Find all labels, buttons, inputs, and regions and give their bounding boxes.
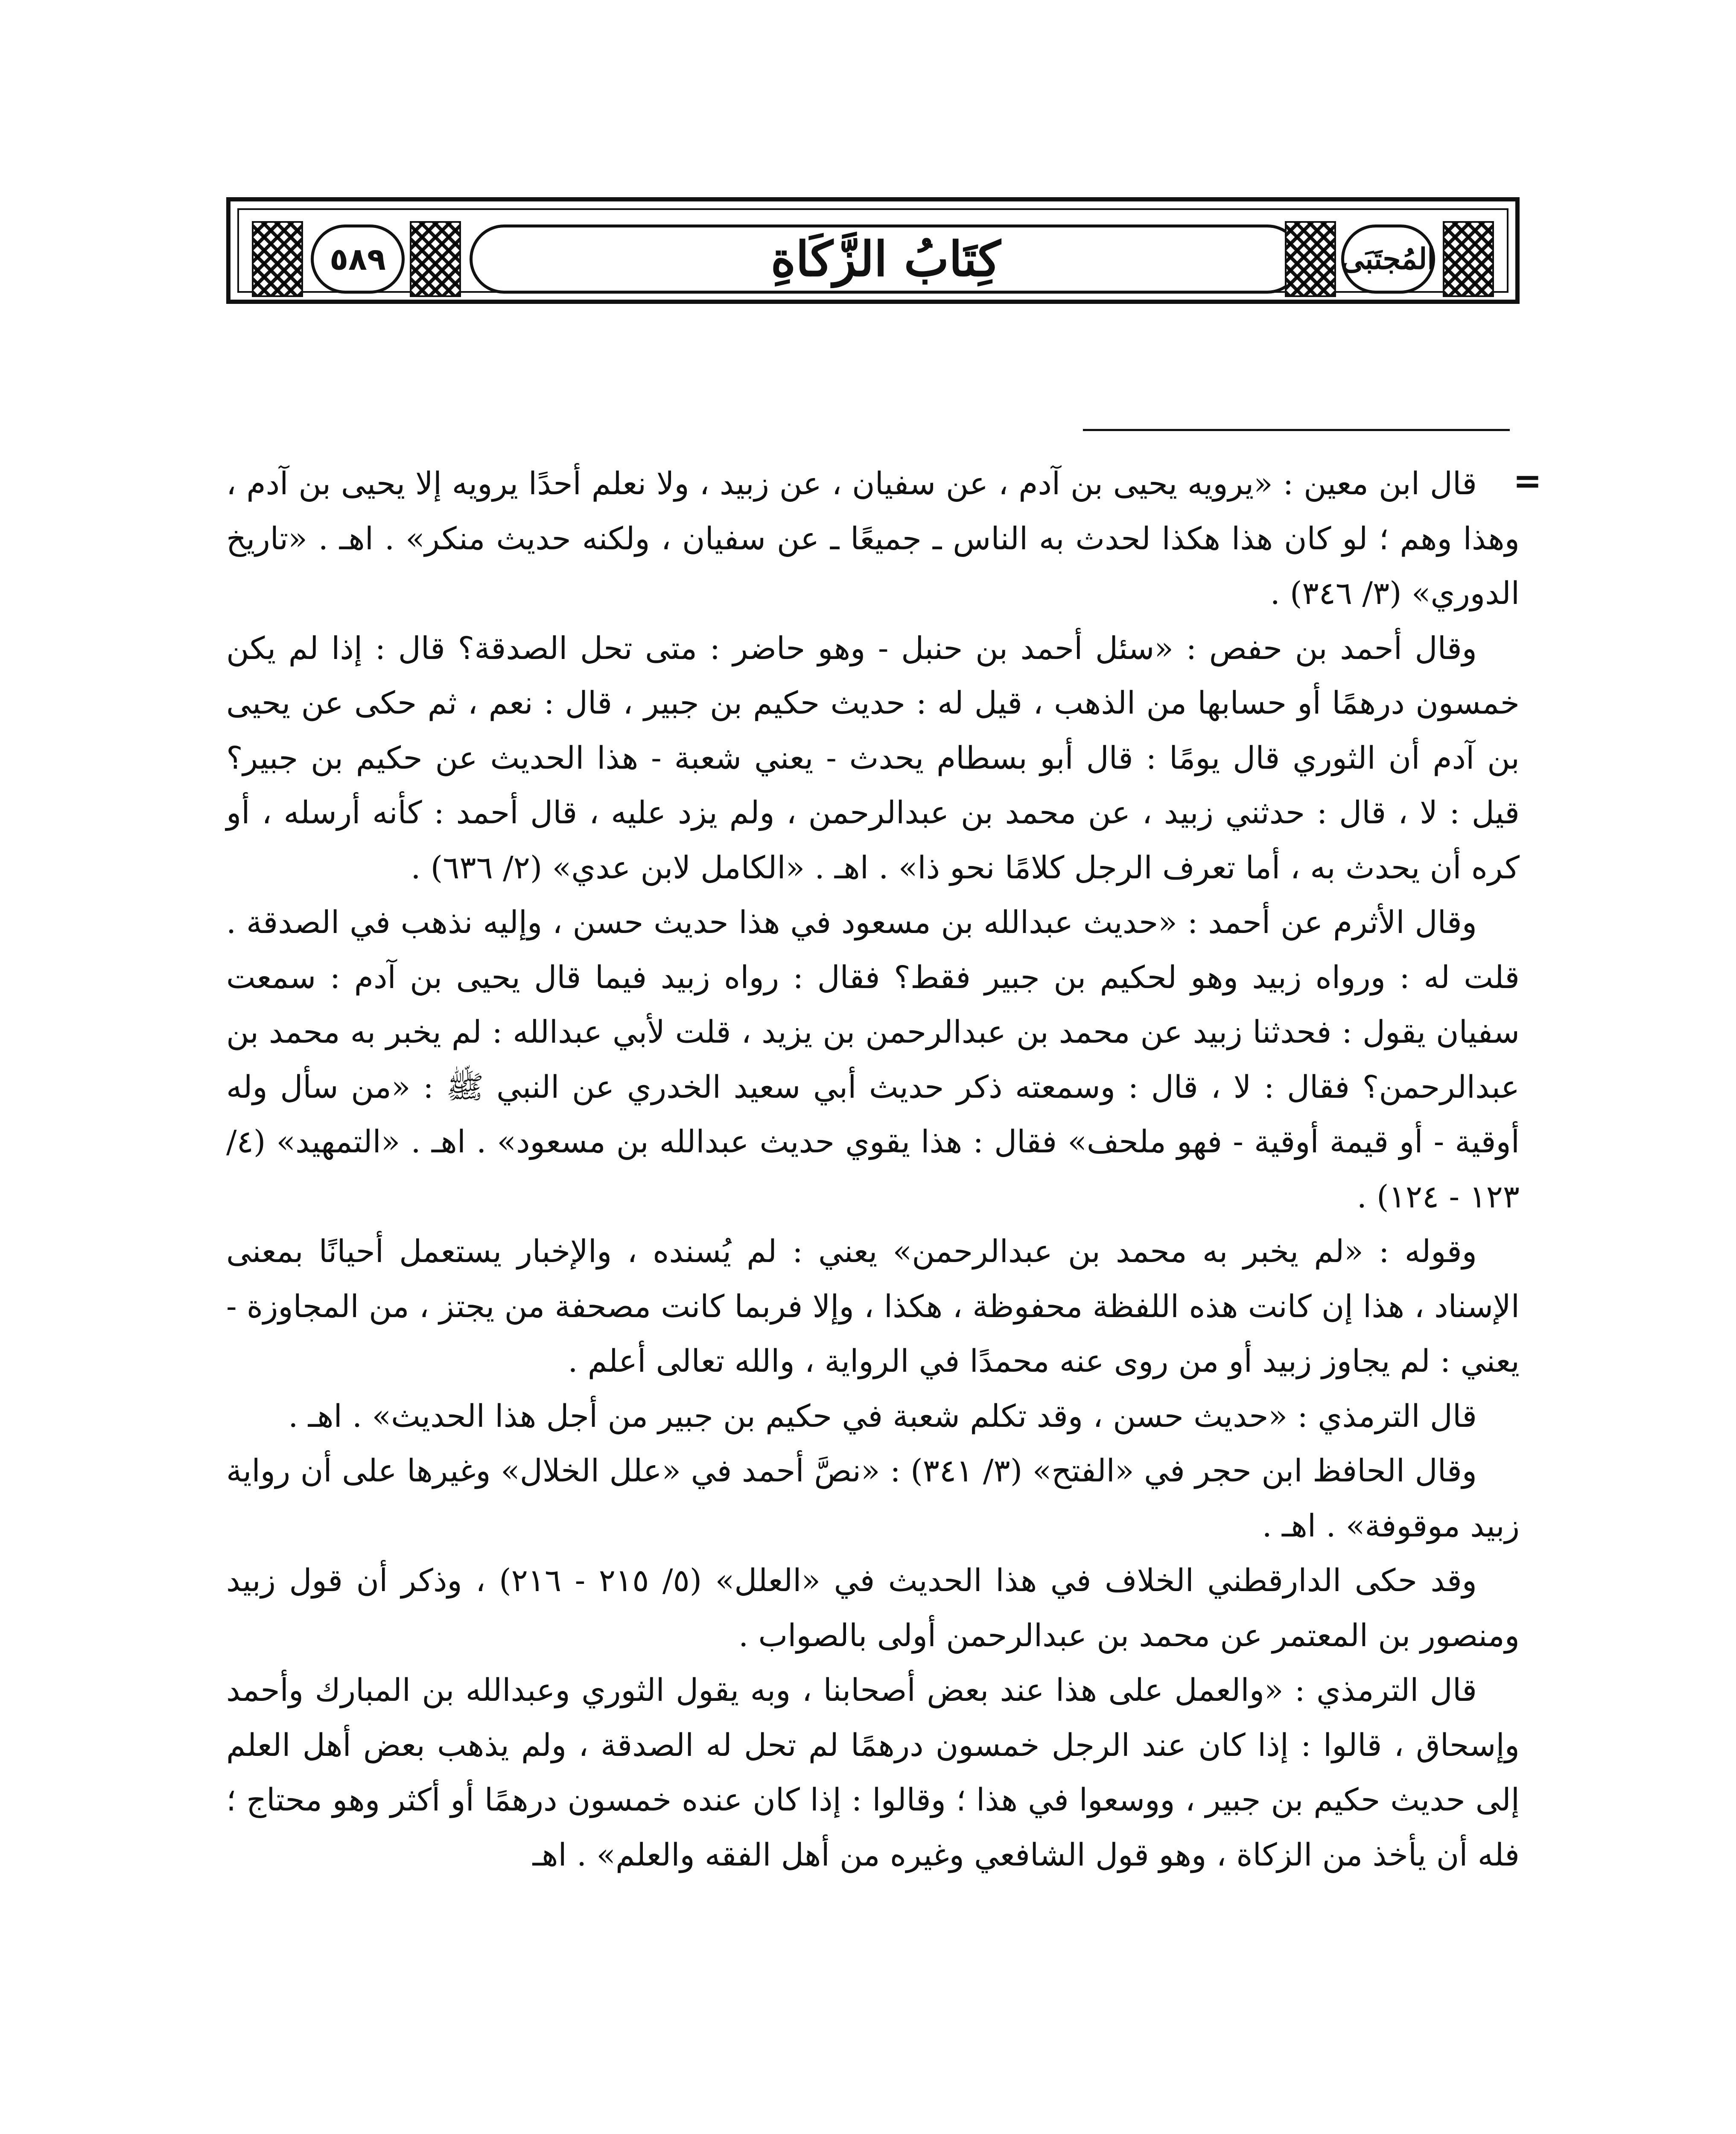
paragraph-4: وقوله : «لم يخبر به محمد بن عبدالرحمن» يعني : لم يُسنده ، والإخبار يستعمل أحيانًا بمعنى الإسناد ، هذا إن كانت هذه اللفظة محفوظة ، هكذا ، وإلا فربما كانت مصحفة من يجتز ، من المجاوزة - يعني : لم يجاوز زبيد أو من روى عنه محمدًا في الرواية ، والله تعالى أعلم .: [226, 1233, 1520, 1379]
chapter-title: كِتَابُ الزَّكَاةِ: [770, 231, 1001, 287]
header-inner-frame: [237, 208, 1508, 293]
paragraph-6: وقال الحافظ ابن حجر في «الفتح» (٣/ ٣٤١) : «نصَّ أحمد في «علل الخلال» وغيرها على أن رواية زبيد موقوفة» . اهـ .: [226, 1453, 1520, 1544]
continuation-mark: =: [1513, 461, 1542, 501]
footnote-body: [226, 457, 1520, 1883]
page-header: [226, 197, 1520, 304]
series-mark-cartouche: [1341, 224, 1435, 294]
page-number-cartouche: [311, 224, 405, 294]
paragraph-2: وقال أحمد بن حفص : «سئل أحمد بن حنبل - وهو حاضر : متى تحل الصدقة؟ قال : إذا لم يكن خمسون درهمًا أو حسابها من الذهب ، قيل له : حديث حكيم بن جبير ، قال : نعم ، ثم حكى عن يحيى بن آدم أن الثوري قال يومًا : قال أبو بسطام يحدث - يعني شعبة - هذا الحديث عن حكيم بن جبير؟ قيل : لا ، قال : حدثني زبيد ، عن محمد بن عبدالرحمن ، ولم يزد عليه ، قال أحمد : كأنه أرسله ، أو كره أن يحدث به ، أما تعرف الرجل كلامًا نحو ذا» . اهـ . «الكامل لابن عدي» (٢/ ٦٣٦) .: [226, 630, 1520, 886]
footnote-separator: [1083, 429, 1510, 431]
paragraph-8: قال الترمذي : «والعمل على هذا عند بعض أصحابنا ، وبه يقول الثوري وعبدالله بن المبارك وأحمد وإسحاق ، قالوا : إذا كان عند الرجل خمسون درهمًا لم تحل له الصدقة ، ولم يذهب بعض أهل العلم إلى حديث حكيم بن جبير ، ووسعوا في هذا ؛ وقالوا : إذا كان عنده خمسون درهمًا أو أكثر وهو محتاج ؛ فله أن يأخذ من الزكاة ، وهو قول الشافعي وغيره من أهل الفقه والعلم» . اهـ: [226, 1672, 1520, 1873]
paragraph-1: قال ابن معين : «يرويه يحيى بن آدم ، عن سفيان ، عن زبيد ، ولا نعلم أحدًا يرويه إلا يحيى بن آدم ، وهذا وهم ؛ لو كان هذا هكذا لحدث به الناس ـ جميعًا ـ عن سفيان ، ولكنه حديث منكر» . اهـ . «تاريخ الدوري» (٣/ ٣٤٦) .: [226, 466, 1520, 612]
paragraph-3: وقال الأثرم عن أحمد : «حديث عبدالله بن مسعود في هذا حديث حسن ، وإليه نذهب في الصدقة . قلت له : ورواه زبيد وهو لحكيم بن جبير فقط؟ فقال : رواه زبيد فيما قال يحيى بن آدم : سمعت سفيان يقول : فحدثنا زبيد عن محمد بن عبدالرحمن بن يزيد ، قلت لأبي عبدالله : لم يخبر به محمد بن عبدالرحمن؟ فقال : لا ، قال : وسمعته ذكر حديث أبي سعيد الخدري عن النبي ﷺ : «من سأل وله أوقية - أو قيمة أوقية - فهو ملحف» فقال : هذا يقوي حديث عبدالله بن مسعود» . اهـ . «التمهيد» (٤/ ١٢٣ - ١٢٤) .: [226, 904, 1520, 1215]
chapter-title-cartouche: [470, 224, 1302, 294]
header-ornament-inner-right: [1285, 221, 1336, 297]
header-ornament-inner-left: [410, 221, 461, 297]
header-ornament-right: [1443, 221, 1494, 297]
series-mark: المُجتَبَى: [1341, 242, 1435, 276]
paragraph-7: وقد حكى الدارقطني الخلاف في هذا الحديث في «العلل» (٥/ ٢١٥ - ٢١٦) ، وذكر أن قول زبيد ومنصور بن المعتمر عن محمد بن عبدالرحمن أولى بالصواب .: [226, 1563, 1520, 1654]
header-ornament-left: [252, 221, 303, 297]
page-number: ٥٨٩: [330, 241, 386, 277]
paragraph-5: قال الترمذي : «حديث حسن ، وقد تكلم شعبة في حكيم بن جبير من أجل هذا الحديث» . اهـ .: [288, 1398, 1477, 1434]
